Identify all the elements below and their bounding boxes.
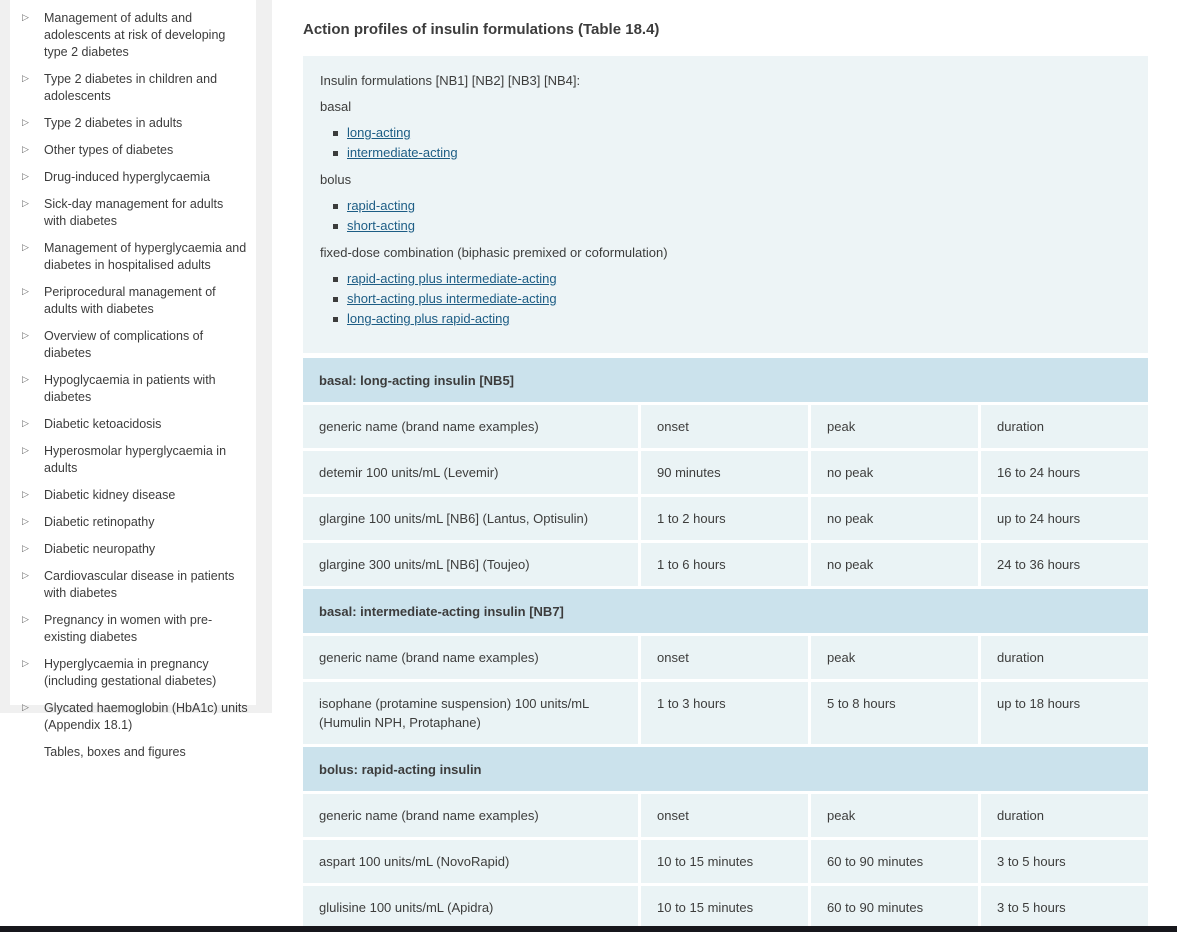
sidebar-item[interactable] xyxy=(20,283,250,319)
table-header-row xyxy=(303,405,1148,448)
expand-arrow-placeholder xyxy=(20,743,42,746)
insulin-type-link[interactable]: rapid-acting plus intermediate-acting xyxy=(347,271,557,286)
insulin-type-link[interactable]: short-acting plus intermediate-acting xyxy=(347,291,557,306)
table-cell: no peak xyxy=(811,543,978,586)
sidebar-item-label: Hyperglycaemia in pregnancy (including gestational diabetes) xyxy=(44,657,217,688)
sidebar-item[interactable] xyxy=(20,168,250,187)
column-header: duration xyxy=(981,636,1148,679)
sidebar-item-label: Other types of diabetes xyxy=(44,143,174,157)
bullet-icon xyxy=(333,297,338,302)
table-cell: 5 to 8 hours xyxy=(811,682,978,744)
expand-arrow-icon: ▷ xyxy=(22,117,29,127)
sidebar-item-label: Type 2 diabetes in adults xyxy=(44,116,183,130)
expand-arrow-icon: ▷ xyxy=(22,330,29,340)
sidebar-panel xyxy=(0,0,272,759)
expand-arrow-icon: ▷ xyxy=(22,73,29,83)
sidebar-item[interactable] xyxy=(20,70,250,106)
insulin-formulations-box xyxy=(303,56,1148,353)
sidebar-item-label: Hyperosmolar hyperglycaemia in adults xyxy=(44,444,227,475)
table-cell: glargine 100 units/mL [NB6] (Lantus, Optisulin) xyxy=(303,497,638,540)
table-row xyxy=(303,886,1148,929)
expand-arrow-icon: ▷ xyxy=(22,198,29,208)
table-cell: 3 to 5 hours xyxy=(981,886,1148,929)
footer-bar xyxy=(0,926,1177,932)
sidebar-item-label: Management of hyperglycaemia and diabetes in hospitalised adults xyxy=(44,241,247,272)
table-cell: glargine 300 units/mL [NB6] (Toujeo) xyxy=(303,543,638,586)
list-item xyxy=(333,123,1131,143)
table-row xyxy=(303,543,1148,586)
column-header: onset xyxy=(641,794,808,837)
column-header: generic name (brand name examples) xyxy=(303,636,638,679)
table-section-heading: basal: intermediate-acting insulin [NB7] xyxy=(303,589,1148,633)
list-item xyxy=(333,289,1131,309)
sidebar-item[interactable] xyxy=(20,486,250,505)
sidebar-item[interactable] xyxy=(20,611,250,647)
sidebar-item-label: Hypoglycaemia in patients with diabetes xyxy=(44,373,216,404)
expand-arrow-icon: ▷ xyxy=(22,658,29,668)
column-header: onset xyxy=(641,405,808,448)
table-header-row xyxy=(303,636,1148,679)
sidebar-item[interactable] xyxy=(20,239,250,275)
table-cell: 60 to 90 minutes xyxy=(811,840,978,883)
intro-group-label: fixed-dose combination (biphasic premixed or coformulation) xyxy=(320,245,668,260)
bullet-icon xyxy=(333,131,338,136)
sidebar-item-label: Diabetic retinopathy xyxy=(44,515,155,529)
intro-heading: Insulin formulations [NB1] [NB2] [NB3] [NB4]: xyxy=(320,73,581,88)
expand-arrow-icon: ▷ xyxy=(22,516,29,526)
sidebar-item[interactable] xyxy=(20,114,250,133)
intro-groups xyxy=(320,99,1131,329)
table-cell: 10 to 15 minutes xyxy=(641,886,808,929)
column-header: generic name (brand name examples) xyxy=(303,794,638,837)
sidebar-item[interactable] xyxy=(20,540,250,559)
insulin-type-link[interactable]: long-acting plus rapid-acting xyxy=(347,311,510,326)
table-row xyxy=(303,840,1148,883)
sidebar-item-label: Pregnancy in women with pre-existing diabetes xyxy=(44,613,213,644)
expand-arrow-icon: ▷ xyxy=(22,418,29,428)
sidebar-item-label: Diabetic kidney disease xyxy=(44,488,176,502)
expand-arrow-icon: ▷ xyxy=(22,702,29,712)
table-cell: 1 to 2 hours xyxy=(641,497,808,540)
intro-link-list xyxy=(320,269,1131,329)
intro-link-list xyxy=(320,123,1131,163)
expand-arrow-icon: ▷ xyxy=(22,374,29,384)
sidebar-item-label: Diabetic neuropathy xyxy=(44,542,156,556)
sidebar-item-label: Diabetic ketoacidosis xyxy=(44,417,162,431)
bullet-icon xyxy=(333,277,338,282)
sidebar-list xyxy=(20,9,250,762)
insulin-type-link[interactable]: rapid-acting xyxy=(347,198,415,213)
sidebar-item-label: Tables, boxes and figures xyxy=(44,745,186,759)
insulin-type-link[interactable]: intermediate-acting xyxy=(347,145,458,160)
expand-arrow-icon: ▷ xyxy=(22,614,29,624)
sidebar-item-label: Type 2 diabetes in children and adolescents xyxy=(44,72,218,103)
sidebar-item-label: Periprocedural management of adults with diabetes xyxy=(44,285,216,316)
bullet-icon xyxy=(333,317,338,322)
table-cell: no peak xyxy=(811,497,978,540)
column-header: duration xyxy=(981,405,1148,448)
sidebar-item[interactable] xyxy=(20,415,250,434)
main-content xyxy=(303,0,1148,932)
table-cell: 1 to 3 hours xyxy=(641,682,808,744)
sidebar-item[interactable] xyxy=(20,513,250,532)
table-row xyxy=(303,497,1148,540)
table-cell: up to 24 hours xyxy=(981,497,1148,540)
expand-arrow-icon: ▷ xyxy=(22,171,29,181)
sidebar-item[interactable] xyxy=(20,699,250,735)
table-cell: 10 to 15 minutes xyxy=(641,840,808,883)
table-row xyxy=(303,451,1148,494)
table-cell: 60 to 90 minutes xyxy=(811,886,978,929)
table-cell: 90 minutes xyxy=(641,451,808,494)
column-header: onset xyxy=(641,636,808,679)
table-section-heading: basal: long-acting insulin [NB5] xyxy=(303,358,1148,402)
column-header: peak xyxy=(811,405,978,448)
intro-group-label: bolus xyxy=(320,172,352,187)
expand-arrow-icon: ▷ xyxy=(22,543,29,553)
column-header: peak xyxy=(811,636,978,679)
insulin-type-link[interactable]: short-acting xyxy=(347,218,415,233)
table-section-heading: bolus: rapid-acting insulin xyxy=(303,747,1148,791)
column-header: generic name (brand name examples) xyxy=(303,405,638,448)
sidebar-item-label: Sick-day management for adults with diabetes xyxy=(44,197,224,228)
sidebar-item[interactable] xyxy=(20,655,250,691)
expand-arrow-icon: ▷ xyxy=(22,12,29,22)
sidebar-item-label: Glycated haemoglobin (HbA1c) units (Appendix 18.1) xyxy=(44,701,248,732)
insulin-type-link[interactable]: long-acting xyxy=(347,125,411,140)
sidebar-item-label: Cardiovascular disease in patients with diabetes xyxy=(44,569,235,600)
intro-group-label: basal xyxy=(320,99,352,114)
list-item xyxy=(333,216,1131,236)
table-cell: 24 to 36 hours xyxy=(981,543,1148,586)
sidebar-item[interactable] xyxy=(20,195,250,231)
sidebar-item-label: Management of adults and adolescents at risk of developing type 2 diabetes xyxy=(44,11,226,59)
table-cell: glulisine 100 units/mL (Apidra) xyxy=(303,886,638,929)
table-cell: 3 to 5 hours xyxy=(981,840,1148,883)
table-header-row xyxy=(303,794,1148,837)
sidebar-item[interactable] xyxy=(20,567,250,603)
table-cell: 16 to 24 hours xyxy=(981,451,1148,494)
sidebar-item-label: Drug-induced hyperglycaemia xyxy=(44,170,211,184)
table-cell: 1 to 6 hours xyxy=(641,543,808,586)
sidebar-nav xyxy=(10,0,256,759)
list-item xyxy=(333,196,1131,216)
table-cell: detemir 100 units/mL (Levemir) xyxy=(303,451,638,494)
list-item xyxy=(333,269,1131,289)
expand-arrow-icon: ▷ xyxy=(22,242,29,252)
table-row xyxy=(303,682,1148,744)
table-cell: aspart 100 units/mL (NovoRapid) xyxy=(303,840,638,883)
intro-link-list xyxy=(320,196,1131,236)
expand-arrow-icon: ▷ xyxy=(22,144,29,154)
list-item xyxy=(333,143,1131,163)
bullet-icon xyxy=(333,151,338,156)
expand-arrow-icon: ▷ xyxy=(22,570,29,580)
table-cell: no peak xyxy=(811,451,978,494)
table-cell: isophane (protamine suspension) 100 units/mL (Humulin NPH, Protaphane) xyxy=(303,682,638,744)
expand-arrow-icon: ▷ xyxy=(22,489,29,499)
expand-arrow-icon: ▷ xyxy=(22,286,29,296)
list-item xyxy=(333,309,1131,329)
sidebar-item-label: Overview of complications of diabetes xyxy=(44,329,204,360)
sidebar-item[interactable] xyxy=(20,442,250,478)
bullet-icon xyxy=(333,224,338,229)
sidebar-item[interactable] xyxy=(20,371,250,407)
column-header: peak xyxy=(811,794,978,837)
column-header: duration xyxy=(981,794,1148,837)
sidebar-item[interactable] xyxy=(20,743,250,762)
sidebar-item[interactable] xyxy=(20,141,250,160)
table-cell: up to 18 hours xyxy=(981,682,1148,744)
sidebar-item[interactable] xyxy=(20,327,250,363)
insulin-action-table xyxy=(303,358,1148,929)
expand-arrow-icon: ▷ xyxy=(22,445,29,455)
page-title: Action profiles of insulin formulations (Table 18.4) xyxy=(303,21,660,38)
bullet-icon xyxy=(333,204,338,209)
sidebar-item[interactable] xyxy=(20,9,250,62)
